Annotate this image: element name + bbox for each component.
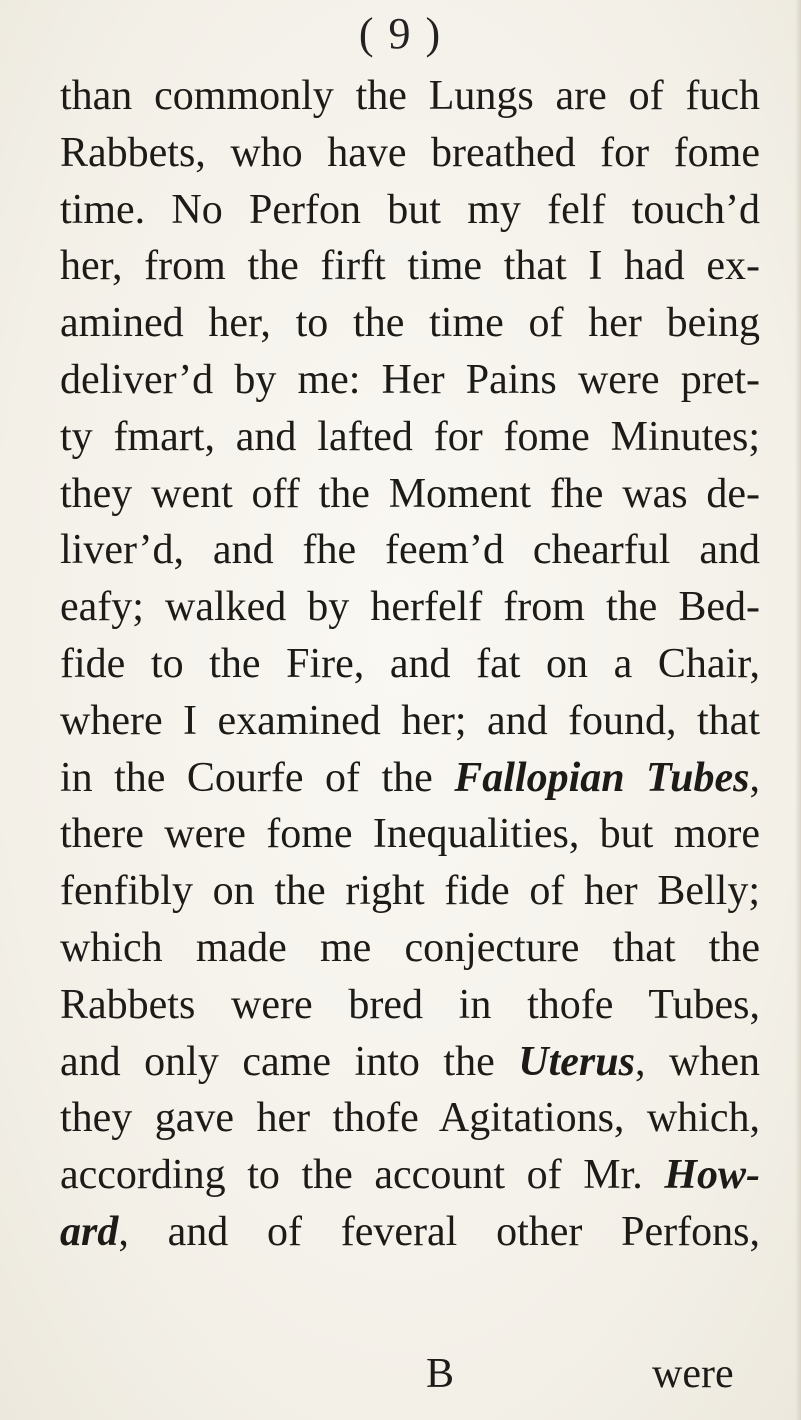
text-line: [60, 238, 760, 295]
page-footer: [0, 1346, 801, 1402]
text-run: ty fmart, and lafted for fome Minutes;: [60, 413, 760, 460]
text-run: and only came into the: [60, 1038, 519, 1085]
page-edge-shadow: [795, 0, 801, 1420]
text-line: [60, 1090, 760, 1147]
text-line: [60, 636, 760, 693]
text-run: Rabbets, who have breathed for fome: [60, 129, 760, 176]
page-number: ( 9 ): [358, 9, 443, 58]
text-line: [60, 466, 760, 523]
text-run: , and of feveral other Perfons,: [118, 1208, 760, 1255]
text-run: where I examined her; and found, that: [60, 697, 760, 744]
text-run: ,: [749, 754, 760, 801]
text-run: there were fome Inequalities, but more: [60, 811, 760, 858]
catchword: were: [652, 1351, 734, 1397]
text-run: fide to the Fire, and fat on a Chair,: [60, 640, 760, 687]
text-run: in the Courfe of the: [60, 754, 455, 801]
text-line: [60, 1034, 760, 1091]
text-line: [60, 579, 760, 636]
text-run: fenfibly on the right fide of her Belly;: [60, 868, 760, 915]
text-run: amined her, to the time of her being: [60, 300, 760, 347]
text-run: her, from the firft time that I had ex-: [60, 243, 760, 290]
text-line: [60, 1147, 760, 1204]
text-line: [60, 295, 760, 352]
text-line: [60, 920, 760, 977]
text-line: [60, 863, 760, 920]
text-run: time. No Perfon but my felf touch’d: [60, 186, 760, 233]
italic-term: Fallopian Tubes: [454, 754, 750, 801]
italic-term: ard: [60, 1208, 119, 1255]
text-run: which made me conjecture that the: [60, 924, 760, 971]
text-line: [60, 522, 760, 579]
text-run: they went off the Moment fhe was de-: [60, 470, 760, 517]
text-line: [60, 1204, 760, 1261]
italic-term: Uterus: [518, 1038, 635, 1085]
text-line: [60, 182, 760, 239]
italic-term: How-: [664, 1152, 760, 1199]
text-run: deliver’d by me: Her Pains were pret-: [60, 356, 760, 403]
text-line: [60, 409, 760, 466]
text-run: Rabbets were bred in thofe Tubes,: [60, 981, 760, 1028]
text-line: [60, 68, 760, 125]
text-line: [60, 806, 760, 863]
body-text: [60, 68, 760, 1261]
text-run: , when: [634, 1038, 760, 1085]
text-line: [60, 352, 760, 409]
text-line: [60, 750, 760, 807]
text-line: [60, 125, 760, 182]
text-run: eafy; walked by herfelf from the Bed-: [60, 584, 760, 631]
text-run: liver’d, and fhe feem’d chearful and: [60, 527, 760, 574]
text-run: than commonly the Lungs are of fuch: [60, 73, 760, 119]
text-line: [60, 693, 760, 750]
text-run: they gave her thofe Agitations, which,: [60, 1095, 760, 1142]
signature-mark: B: [426, 1351, 455, 1397]
text-run: according to the account of Mr.: [60, 1152, 665, 1199]
text-line: [60, 977, 760, 1034]
